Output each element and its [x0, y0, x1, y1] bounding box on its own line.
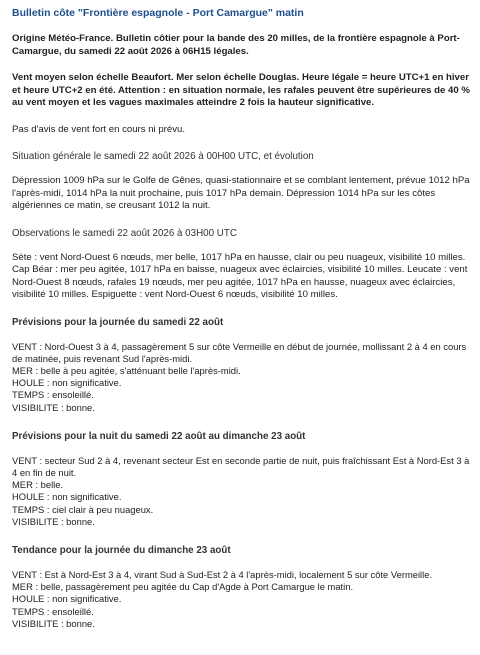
forecast-day-wind: VENT : Nord-Ouest 3 à 4, passagèrement 5 sur côte Vermeille en début de journée, mollissant 2 à 4 en cours de matinée, puis revenant Sud l'après-midi.	[12, 340, 467, 364]
forecast-day-visibility: VISIBILITE : bonne.	[12, 401, 95, 413]
forecast-day-block	[12, 341, 470, 414]
forecast-night-visibility: VISIBILITE : bonne.	[12, 515, 95, 527]
bulletin-origin: Origine Météo-France. Bulletin côtier pour la bande des 20 milles, de la frontière espagnole à Port-Camargue, du samedi 22 août 2026 à 06H15 légales.	[12, 33, 460, 57]
bulletin-title: Bulletin côte "Frontière espagnole - Port Camargue" matin	[12, 7, 304, 19]
observations-heading: Observations le samedi 22 août 2026 à 03H00 UTC	[12, 227, 237, 239]
forecast-night-heading: Prévisions pour la nuit du samedi 22 août au dimanche 23 août	[12, 430, 306, 442]
forecast-day-weather: TEMPS : ensoleillé.	[12, 389, 94, 401]
trend-visibility: VISIBILITE : bonne.	[12, 617, 95, 629]
forecast-day-heading: Prévisions pour la journée du samedi 22 août	[12, 316, 224, 328]
no-warning-text: Pas d'avis de vent fort en cours ni prévu.	[12, 123, 186, 135]
forecast-day-swell: HOULE : non significative.	[12, 377, 122, 389]
bulletin-scale-notice: Vent moyen selon échelle Beaufort. Mer selon échelle Douglas. Heure légale = heure UTC+1 en hiver et heure UTC+2 en été. Attention : en situation normale, les rafales peuvent être supérieures de 40 % au vent moyen et les vagues maximales atteindre 2 fois la hauteur significative.	[12, 72, 470, 108]
forecast-night-weather: TEMPS : ciel clair à peu nuageux.	[12, 503, 154, 515]
forecast-night-wind: VENT : secteur Sud 2 à 4, revenant secteur Est en seconde partie de nuit, puis fraîchissant Est à Nord-Est 3 à 4 en fin de nuit.	[12, 454, 470, 478]
trend-sea: MER : belle, passagèrement peu agitée du Cap d'Agde à Port Camargue le matin.	[12, 581, 354, 593]
trend-weather: TEMPS : ensoleillé.	[12, 605, 94, 617]
trend-block	[12, 569, 470, 630]
forecast-night-sea: MER : belle.	[12, 479, 64, 491]
forecast-night-block	[12, 455, 470, 528]
trend-heading: Tendance pour la journée du dimanche 23 août	[12, 544, 231, 556]
situation-heading: Situation générale le samedi 22 août 2026 à 00H00 UTC, et évolution	[12, 151, 314, 162]
forecast-day-sea: MER : belle à peu agitée, s'atténuant belle l'après-midi.	[12, 364, 241, 376]
observations-text: Sète : vent Nord-Ouest 6 nœuds, mer belle, 1017 hPa en hausse, clair ou peu nuageux, visibilité 10 milles. Cap Béar : mer peu agitée, 1017 hPa en baisse, nuageux avec éclaircies, visibilité 10 milles. Leucate : vent Nord-Ouest 8 nœuds, rafales 19 nœuds, mer peu agitée, 1017 hPa en hausse, nuageux avec éclaircies, visibilité 10 milles. Espiguette : vent Nord-Ouest 6 nœuds, visibilité 10 milles.	[12, 251, 468, 300]
trend-swell: HOULE : non significative.	[12, 593, 122, 605]
forecast-night-swell: HOULE : non significative.	[12, 491, 122, 503]
trend-wind: VENT : Est à Nord-Est 3 à 4, virant Sud à Sud-Est 2 à 4 l'après-midi, localement 5 sur côte Vermeille.	[12, 568, 433, 580]
situation-text: Dépression 1009 hPa sur le Golfe de Gênes, quasi-stationnaire et se comblant lentement, prévue 1012 hPa l'après-midi, 1014 hPa la nuit prochaine, puis 1017 hPa demain. Dépression 1014 hPa sur les côtes algériennes ce matin, se creusant 1012 la nuit.	[12, 175, 470, 211]
